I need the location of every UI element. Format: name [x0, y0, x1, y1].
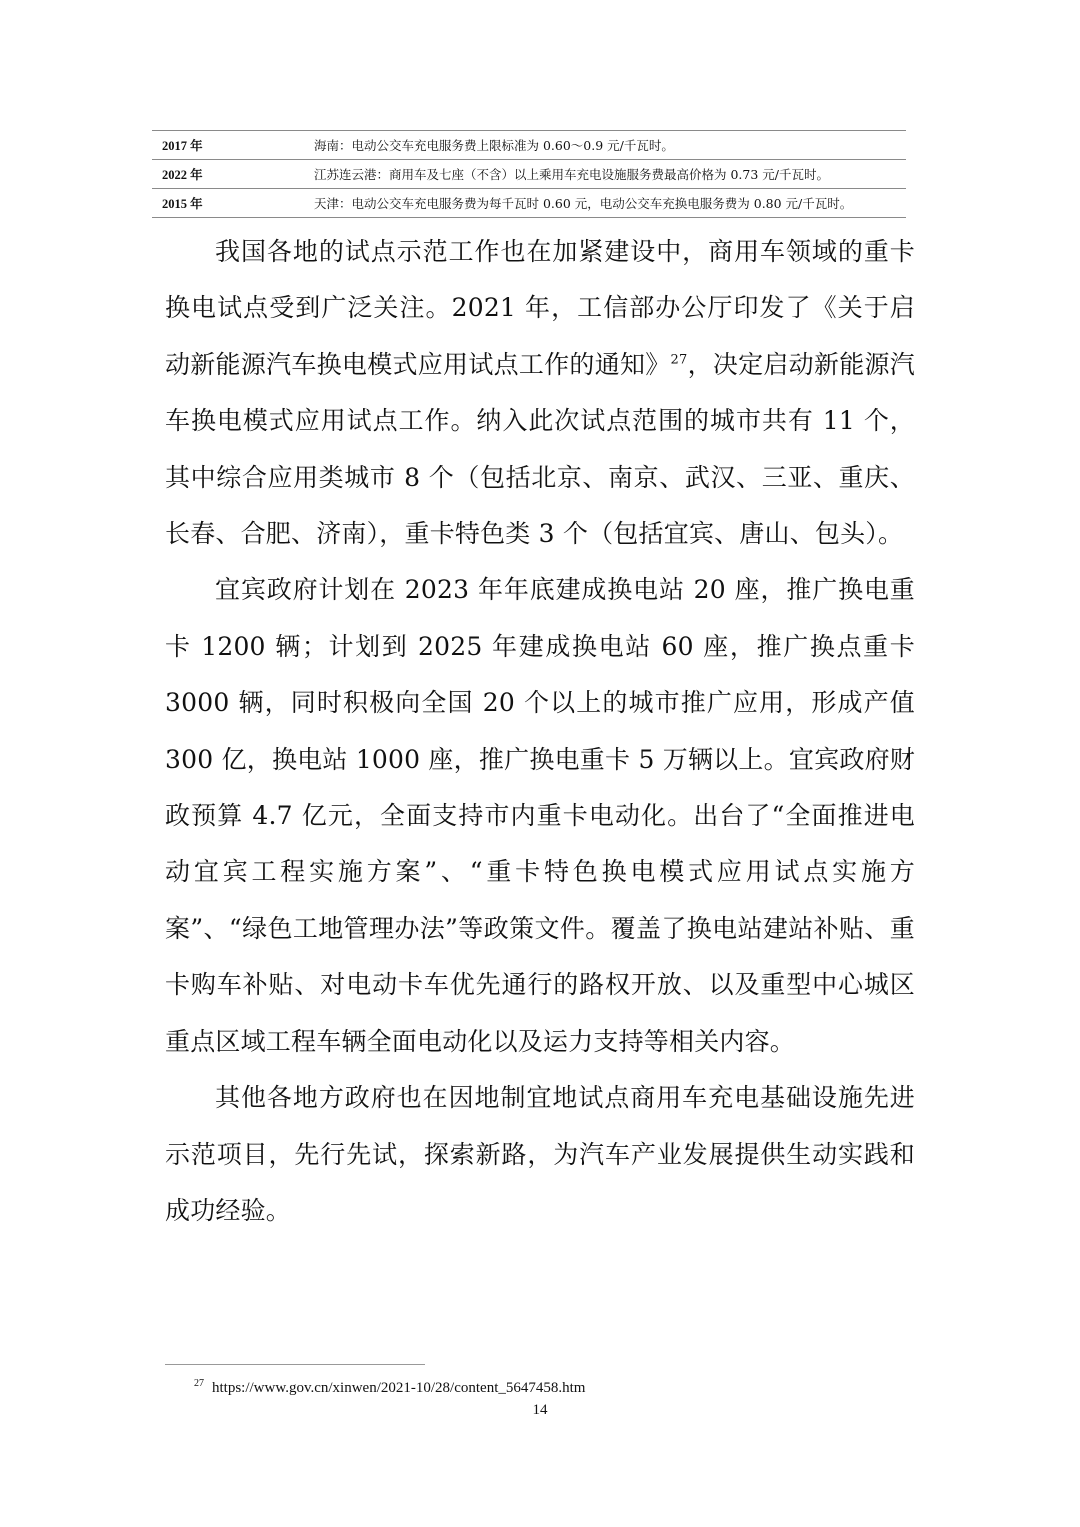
- paragraph-pilot-programs: [165, 224, 915, 562]
- table-year-cell: 2017 年: [152, 131, 304, 160]
- footnote-reference[interactable]: 27: [670, 352, 688, 368]
- table-row: [152, 131, 906, 160]
- table-row: [152, 189, 906, 218]
- paragraph-text: ，决定启动新能源汽车换电模式应用试点工作。纳入此次试点范围的城市共有 11 个，其中综合应用类城市 8 个（包括北京、南京、武汉、三亚、重庆、长春、合肥、济南），重卡特色类 3 个（包括宜宾、唐山、包头）。: [165, 349, 915, 549]
- page-number: 14: [532, 1402, 548, 1418]
- table-row: [152, 160, 906, 189]
- footnote: [194, 1378, 585, 1397]
- table-desc-cell: 天津：电动公交车充电服务费为每千瓦时 0.60 元，电动公交车充换电服务费为 0.80 元/千瓦时。: [304, 189, 906, 218]
- table-year-cell: 2022 年: [152, 160, 304, 189]
- footnote-number: 27: [194, 1378, 204, 1389]
- paragraph-text: 我国各地的试点示范工作也在加紧建设中，商用车领域的重卡换电试点受到广泛关注。2021 年，工信部办公厅印发了《关于启动新能源汽车换电模式应用试点工作的通知》: [165, 237, 915, 379]
- table-desc-cell: 海南：电动公交车充电服务费上限标准为 0.60～0.9 元/千瓦时。: [304, 131, 906, 160]
- table-desc-cell: 江苏连云港：商用车及七座（不含）以上乘用车充电设施服务费最高价格为 0.73 元/千瓦时。: [304, 160, 906, 189]
- body-text: [165, 224, 915, 1239]
- paragraph-other-regions: 其他各地方政府也在因地制宜地试点商用车充电基础设施先进示范项目，先行先试，探索新路，为汽车产业发展提供生动实践和成功经验。: [165, 1083, 915, 1225]
- policy-table: [152, 130, 906, 218]
- footnote-link[interactable]: https://www.gov.cn/xinwen/2021-10/28/content_5647458.htm: [212, 1380, 586, 1396]
- table-year-cell: 2015 年: [152, 189, 304, 218]
- footnote-divider: [165, 1364, 425, 1365]
- paragraph-yibin-plan: 宜宾政府计划在 2023 年年底建成换电站 20 座，推广换电重卡 1200 辆；计划到 2025 年建成换电站 60 座，推广换点重卡 3000 辆，同时积极向全国 20 个以上的城市推广应用，形成产值 300 亿，换电站 1000 座，推广换电重卡 5 万辆以上。宜宾政府财政预算 4.7 亿元，全面支持市内重卡电动化。出台了“全面推进电动宜宾工程实施方案”、“重卡特色换电模式应用试点实施方案”、“绿色工地管理办法”等政策文件。覆盖了换电站建站补贴、重卡购车补贴、对电动卡车优先通行的路权开放、以及重型中心城区重点区域工程车辆全面电动化以及运力支持等相关内容。: [165, 575, 915, 1056]
